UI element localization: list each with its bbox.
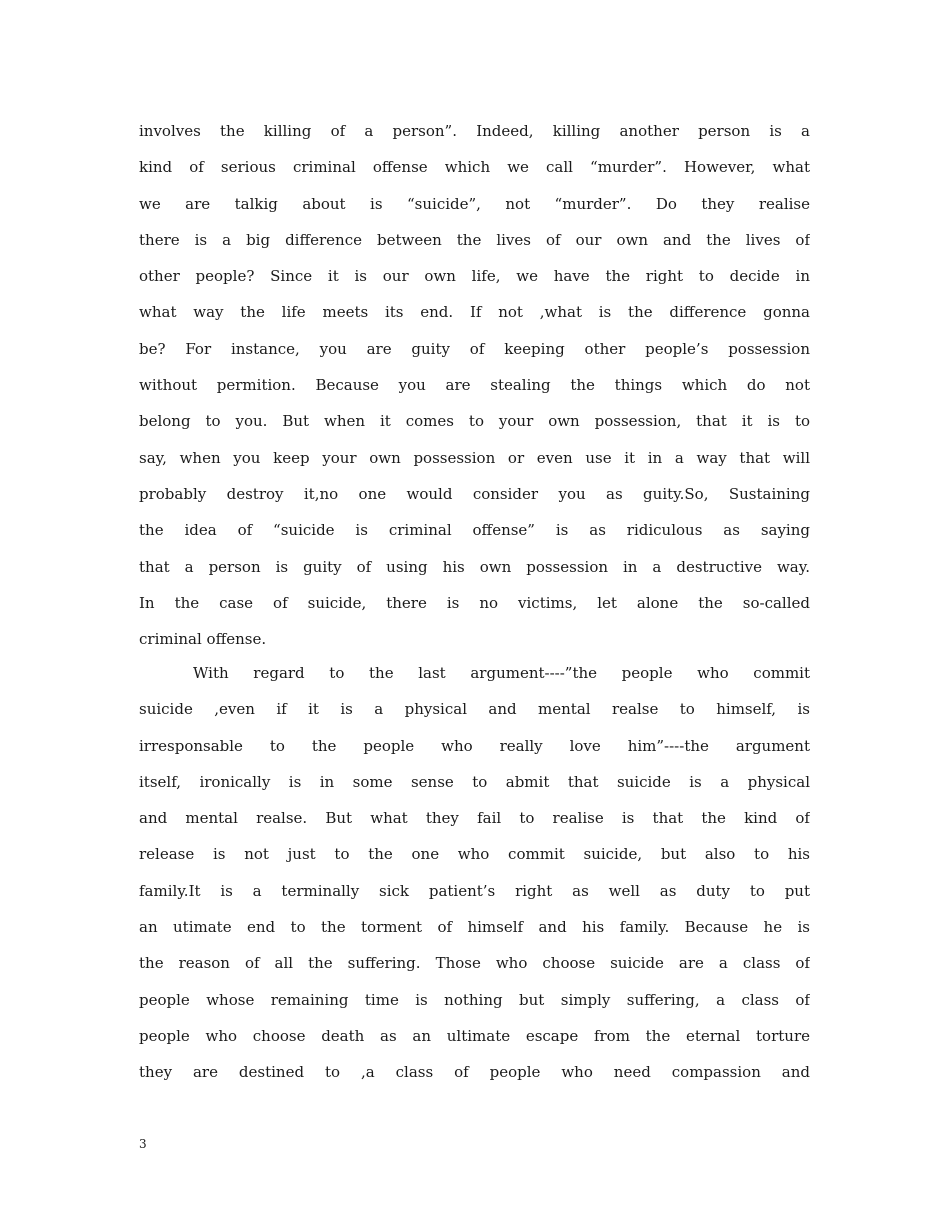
paragraph-line: other people? Since it is our own life, we have the right to decide in [139,267,810,286]
paragraph-line: belong to you. But when it comes to your own possession, that it is to [139,412,810,431]
paragraph-line: involves the killing of a person”. Indeed, killing another person is a [139,122,810,140]
paragraph-line: that a person is guity of using his own possession in a destructive way. [139,557,810,576]
paragraph-line: we are talkig about is “suicide”, not “murder”. Do they realise [139,194,810,213]
paragraph-line: With regard to the last argument----”the people who commit [193,664,810,682]
paragraph-line: family.It is a terminally sick patient’s right as well as duty to put [139,881,810,900]
paragraph-line: In the case of suicide, there is no victims, let alone the so-called [139,593,810,612]
paragraph-line: say, when you keep your own possession or even use it in a way that will [139,448,810,467]
paragraph-line: irresponsable to the people who really love him”----the argument [139,736,810,755]
paragraph-line: suicide ,even if it is a physical and mental realse to himself, is [139,700,810,719]
paragraph-line: what way the life meets its end. If not ,what is the difference gonna [139,303,810,322]
paragraph-line: probably destroy it,no one would consider you as guity.So, Sustaining [139,484,810,503]
paragraph-1 [139,113,810,657]
paragraph-line: kind of serious criminal offense which we call “murder”. However, what [139,158,810,177]
paragraph-line: without permition. Because you are stealing the things which do not [139,376,810,395]
paragraph-line: the reason of all the suffering. Those who choose suicide are a class of [139,954,810,973]
paragraph-line: they are destined to ,a class of people who need compassion and [139,1063,810,1082]
paragraph-line: people who choose death as an ultimate escape from the eternal torture [139,1026,810,1045]
paragraph-line: the idea of “suicide is criminal offense” is as ridiculous as saying [139,521,810,540]
page-number: 3 [139,1137,147,1151]
paragraph-line: an utimate end to the torment of himself and his family. Because he is [139,918,810,937]
paragraph-line: criminal offense. [139,630,267,649]
paragraph-2 [139,655,810,1091]
paragraph-line: and mental realse. But what they fail to realise is that the kind of [139,809,810,828]
paragraph-line: people whose remaining time is nothing but simply suffering, a class of [139,990,810,1009]
paragraph-line: be? For instance, you are guity of keeping other people’s possession [139,339,810,358]
paragraph-line: release is not just to the one who commit suicide, but also to his [139,845,810,864]
paragraph-line: itself, ironically is in some sense to abmit that suicide is a physical [139,772,810,791]
paragraph-line: there is a big difference between the lives of our own and the lives of [139,230,810,249]
